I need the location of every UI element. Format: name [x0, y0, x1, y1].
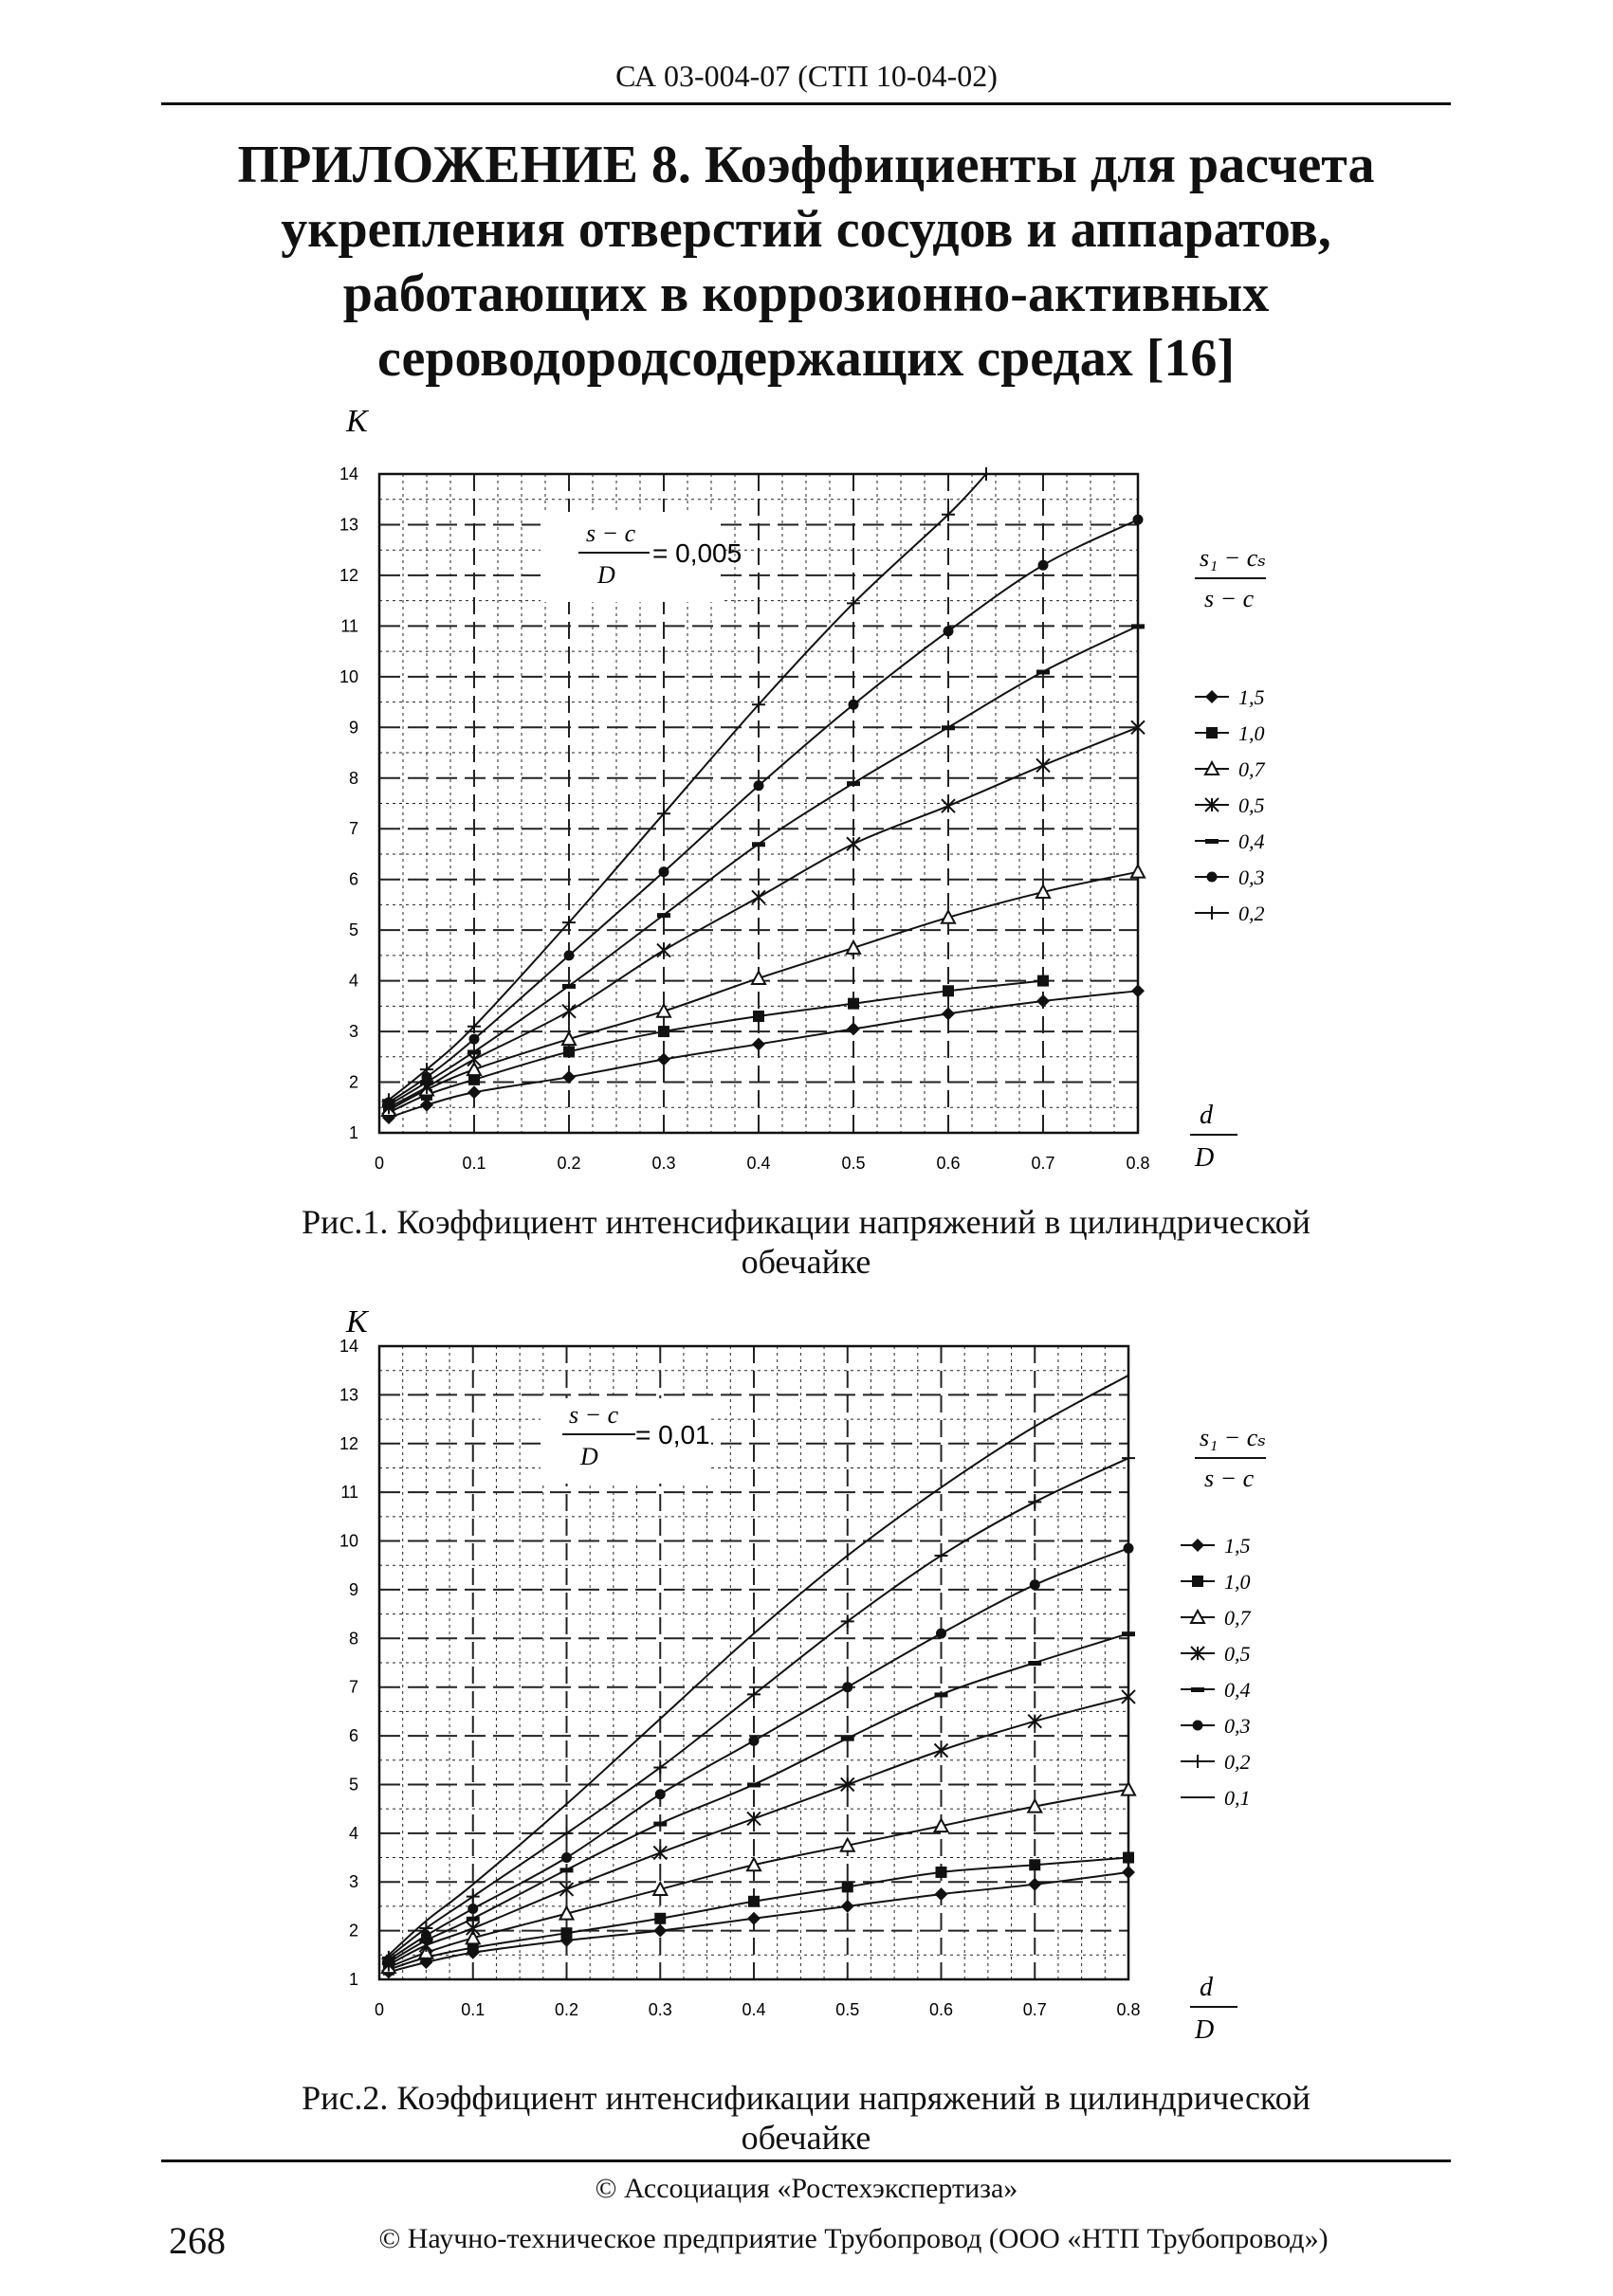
- data-point: [847, 941, 860, 954]
- y-tick-label: 3: [348, 1872, 358, 1892]
- data-point: [752, 842, 765, 847]
- caption-line: обечайке: [741, 1243, 871, 1281]
- y-tick-label: 5: [348, 1775, 358, 1795]
- legend-label: 0,7: [1238, 757, 1265, 781]
- data-point: [1038, 560, 1049, 571]
- y-tick-label: 6: [348, 1726, 358, 1746]
- data-point: [564, 950, 575, 960]
- data-point: [658, 1026, 669, 1037]
- param-numerator: s − c: [586, 519, 636, 547]
- x-tick-label: 0.4: [746, 1154, 771, 1173]
- y-tick-label: 7: [348, 1677, 358, 1697]
- data-point: [653, 1822, 667, 1827]
- legend-label: 1,5: [1224, 1534, 1251, 1558]
- data-point: [1037, 975, 1049, 987]
- data-point: [1131, 984, 1145, 997]
- data-point: [847, 1022, 860, 1035]
- data-point: [655, 1789, 666, 1799]
- y-tick-label: 9: [348, 718, 358, 738]
- data-point: [657, 944, 670, 957]
- y-tick-label: 11: [340, 616, 358, 636]
- legend-marker: [1205, 906, 1219, 920]
- data-point: [1036, 670, 1050, 675]
- data-point: [936, 1867, 947, 1878]
- series-line-1,0: [389, 1858, 1128, 1970]
- y-tick-label: 12: [339, 565, 358, 585]
- data-point: [1028, 1495, 1041, 1508]
- data-point: [1030, 1579, 1040, 1590]
- x-tick-label: 0.7: [1022, 2000, 1047, 2019]
- legend-label: 1,0: [1238, 721, 1265, 745]
- data-point: [1036, 758, 1050, 772]
- legend-label: 0,2: [1238, 902, 1265, 925]
- param-denominator: D: [580, 1443, 598, 1470]
- data-point: [659, 866, 669, 877]
- series-line-0,7: [389, 872, 1138, 1110]
- title-line: укрепления отверстий сосудов и аппаратов,: [281, 200, 1331, 259]
- data-point: [1122, 1631, 1135, 1636]
- x-axis-label-denominator: D: [1195, 1143, 1215, 1173]
- y-tick-label: 11: [340, 1483, 358, 1503]
- y-tick-label: 13: [339, 1385, 358, 1405]
- y-tick-label: 4: [348, 971, 358, 991]
- x-tick-label: 0.2: [554, 2000, 579, 2019]
- y-tick-label: 8: [348, 768, 358, 788]
- series-line-0,4: [389, 626, 1138, 1104]
- param-denominator: D: [597, 561, 615, 589]
- legend-marker: [1193, 1721, 1203, 1731]
- x-tick-label: 0.8: [1116, 2000, 1141, 2019]
- caption-line: Рис.1. Коэффициент интенсификации напряжений в цилиндрической: [302, 1203, 1311, 1241]
- legend-label: 0,1: [1224, 1786, 1251, 1810]
- data-point: [848, 998, 859, 1010]
- y-tick-label: 3: [348, 1022, 358, 1042]
- data-point: [935, 1887, 948, 1901]
- data-point: [467, 1049, 481, 1054]
- data-point: [1122, 1866, 1135, 1879]
- param-value: = 0,01: [635, 1420, 710, 1449]
- series-line-1,5: [389, 991, 1138, 1118]
- legend-title-denominator: s − c: [1204, 1465, 1255, 1492]
- x-tick-label: 0.5: [835, 2000, 860, 2019]
- data-point: [561, 1852, 572, 1863]
- x-axis-label-numerator: d: [1200, 1973, 1213, 2002]
- data-point: [467, 1904, 478, 1914]
- grid: [379, 474, 1138, 1133]
- data-point: [942, 799, 955, 812]
- y-tick-label: 2: [348, 1921, 358, 1941]
- data-point: [653, 1924, 667, 1938]
- legend: [1181, 1534, 1252, 1810]
- document-code: СА 03-004-07 (СТП 10-04-02): [615, 59, 998, 93]
- data-point: [561, 1927, 573, 1939]
- header-rule: [161, 102, 1451, 105]
- data-point: [747, 1782, 761, 1787]
- x-tick-label: 0.8: [1126, 1154, 1150, 1173]
- figure-2-caption: [142, 2078, 1470, 2158]
- data-point: [1028, 1878, 1041, 1891]
- data-point: [1124, 1543, 1134, 1554]
- legend-marker: [1206, 727, 1218, 738]
- data-point: [849, 700, 859, 710]
- y-tick-label: 6: [348, 869, 358, 889]
- data-point: [654, 1913, 666, 1924]
- data-point: [841, 1737, 854, 1741]
- data-point: [467, 1922, 480, 1935]
- legend-marker: [1191, 1687, 1204, 1692]
- legend-marker: [1191, 1755, 1204, 1768]
- data-point: [560, 1868, 574, 1872]
- y-tick-label: 7: [348, 819, 358, 839]
- data-point: [469, 1034, 480, 1045]
- legend-marker: [1205, 690, 1219, 703]
- y-tick-label: 10: [339, 666, 358, 686]
- legend-label: 1,0: [1224, 1570, 1251, 1594]
- legend-label: 0,4: [1224, 1678, 1251, 1702]
- data-point: [560, 1827, 574, 1840]
- legend-label: 0,5: [1238, 793, 1265, 817]
- title-line: ПРИЛОЖЕНИЕ 8. Коэффициенты для расчета: [237, 136, 1375, 194]
- data-point: [841, 1900, 854, 1913]
- data-point: [935, 1549, 948, 1562]
- data-point: [752, 972, 765, 984]
- data-point: [1133, 515, 1144, 525]
- y-tick-label: 2: [348, 1072, 358, 1092]
- legend-marker: [1207, 872, 1218, 883]
- y-tick-label: 1: [348, 1970, 358, 1989]
- legend-label: 0,4: [1238, 829, 1265, 853]
- data-point: [944, 626, 954, 636]
- data-point: [467, 1890, 480, 1904]
- x-axis-label-denominator: D: [1195, 2015, 1215, 2045]
- x-tick-label: 0.6: [936, 1154, 961, 1173]
- y-tick-label: 4: [348, 1823, 358, 1843]
- figure-2-chart: [313, 1303, 1309, 2071]
- k-axis-label: K: [346, 404, 368, 439]
- x-tick-label: 0.6: [928, 2000, 954, 2019]
- y-tick-label: 5: [348, 920, 358, 940]
- footer-rule: [161, 2159, 1451, 2162]
- data-point: [657, 1052, 670, 1066]
- x-tick-label: 0.1: [462, 1154, 486, 1173]
- y-tick-label: 12: [339, 1433, 358, 1453]
- x-tick-label: 0.3: [648, 2000, 672, 2019]
- legend-label: 0,3: [1224, 1714, 1251, 1738]
- legend-label: 0,7: [1224, 1606, 1251, 1630]
- param-numerator: s − c: [569, 1401, 619, 1429]
- footer-copyright-1: © Ассоциация «Ростехэкспертиза»: [595, 2173, 1018, 2204]
- legend-marker: [1191, 1539, 1204, 1552]
- x-tick-label: 0.5: [841, 1154, 866, 1173]
- data-point: [748, 1896, 760, 1907]
- data-point: [752, 890, 765, 903]
- y-tick-label: 14: [339, 465, 358, 483]
- legend: [1195, 685, 1266, 925]
- series-line-1,0: [389, 981, 1043, 1113]
- data-point: [747, 1812, 761, 1825]
- series-line-0,4: [389, 1633, 1128, 1962]
- data-point: [749, 1736, 760, 1746]
- data-point: [942, 725, 955, 730]
- legend-marker: [1192, 1576, 1203, 1587]
- x-tick-label: 0.1: [461, 2000, 486, 2019]
- data-point: [754, 780, 764, 791]
- data-point: [467, 1085, 481, 1099]
- y-tick-label: 13: [339, 515, 358, 535]
- legend-label: 1,5: [1238, 685, 1265, 709]
- legend-label: 0,5: [1224, 1642, 1251, 1666]
- legend-label: 0,2: [1224, 1750, 1251, 1774]
- data-point: [847, 837, 860, 850]
- y-tick-label: 10: [339, 1531, 358, 1551]
- caption-line: обечайке: [741, 2119, 871, 2157]
- data-point: [467, 1917, 480, 1922]
- x-tick-label: 0.3: [651, 1154, 676, 1173]
- k-axis-label: K: [346, 1304, 368, 1339]
- y-tick-label: 14: [339, 1337, 358, 1356]
- figure-1-chart: [313, 403, 1309, 1199]
- data-point: [1131, 624, 1145, 629]
- data-point: [657, 913, 670, 918]
- data-point: [560, 1883, 574, 1896]
- data-point: [1028, 1661, 1041, 1666]
- param-value: = 0,005: [652, 538, 742, 568]
- legend-title-denominator: s − c: [1204, 585, 1255, 612]
- data-point: [935, 1692, 948, 1697]
- data-point: [562, 984, 576, 989]
- title-line: сероводородсодержащих средах [16]: [376, 329, 1236, 388]
- data-point: [562, 1005, 576, 1018]
- data-point: [943, 985, 954, 996]
- figure-1-caption: [142, 1202, 1470, 1282]
- data-point: [847, 781, 860, 786]
- series-line-1,5: [389, 1872, 1128, 1972]
- data-point: [747, 1912, 761, 1925]
- data-point: [653, 1846, 667, 1859]
- legend-label: 0,3: [1238, 866, 1265, 889]
- footer-copyright-2: © Научно-техническое предприятие Трубопровод (ООО «НТП Трубопровод»): [378, 2223, 1329, 2254]
- y-tick-label: 9: [348, 1579, 358, 1599]
- data-point: [936, 1629, 946, 1639]
- data-point: [1028, 1715, 1041, 1728]
- data-point: [942, 1007, 955, 1020]
- data-point: [752, 1037, 765, 1050]
- page-number: 268: [169, 2219, 226, 2262]
- x-axis-label-numerator: d: [1200, 1101, 1213, 1130]
- data-point: [1123, 1852, 1134, 1864]
- y-tick-label: 1: [348, 1123, 358, 1142]
- data-point: [842, 1682, 852, 1692]
- data-point: [1029, 1859, 1040, 1870]
- x-tick-label: 0.4: [742, 2000, 766, 2019]
- title-line: работающих в коррозионно-активных: [342, 264, 1270, 323]
- x-tick-label: 0.7: [1031, 1154, 1055, 1173]
- data-point: [563, 1046, 575, 1057]
- data-point: [1131, 866, 1145, 878]
- legend-marker: [1205, 839, 1219, 844]
- appendix-title: [142, 133, 1470, 391]
- legend-title-numerator: s₁ − cₛ: [1200, 1424, 1267, 1451]
- x-tick-label: 0: [374, 1154, 385, 1173]
- x-tick-label: 0: [374, 2000, 385, 2019]
- data-point: [842, 1881, 853, 1892]
- data-point: [1122, 1690, 1135, 1704]
- caption-line: Рис.2. Коэффициент интенсификации напряжений в цилиндрической: [302, 2079, 1311, 2117]
- data-point: [1122, 1451, 1135, 1465]
- legend-title-numerator: s₁ − cₛ: [1200, 544, 1267, 572]
- y-tick-label: 8: [348, 1629, 358, 1649]
- data-point: [753, 1011, 764, 1022]
- x-tick-label: 0.2: [557, 1154, 581, 1173]
- data-point: [935, 1743, 948, 1757]
